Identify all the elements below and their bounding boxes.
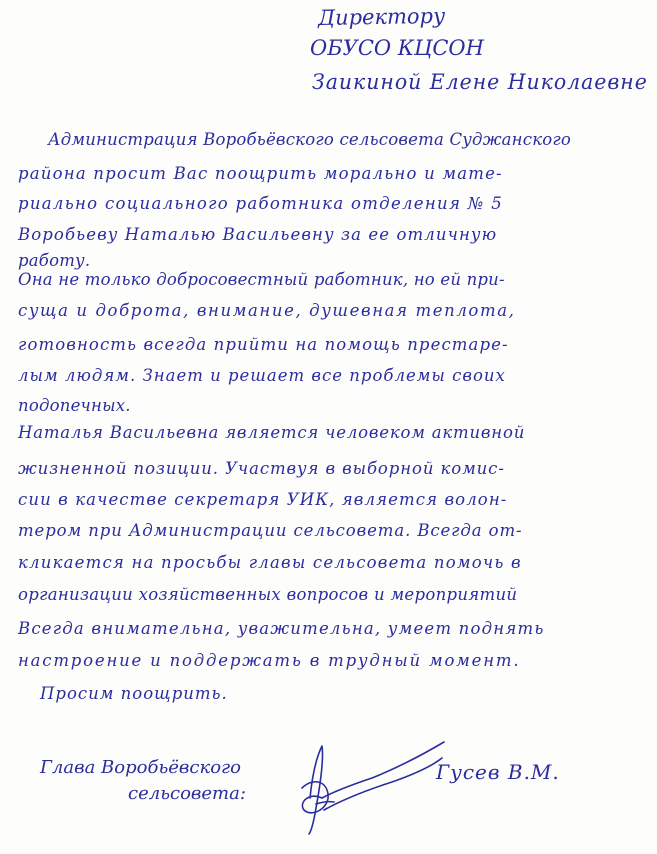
body-line-17: Всегда внимательна, уважительна, умеет поднять xyxy=(18,619,545,638)
signatory-title-line-1: Глава Воробьёвского xyxy=(40,757,241,778)
body-line-8: готовность всегда прийти на помощь престаре- xyxy=(18,335,509,354)
addressee-line-3: Заикиной Елене Николаевне xyxy=(312,70,648,94)
body-line-19: Просим поощрить. xyxy=(40,684,228,703)
body-line-11: Наталья Васильевна является человеком активной xyxy=(18,423,526,442)
body-line-5: работу. xyxy=(18,251,91,270)
body-line-16: организации хозяйственных вопросов и мероприятий xyxy=(18,585,518,604)
signatory-name: Гусев В.М. xyxy=(436,760,560,784)
body-line-10: подопечных. xyxy=(18,396,131,415)
body-line-18: настроение и поддержать в трудный момент. xyxy=(18,651,521,670)
body-line-15: кликается на просьбы главы сельсовета помочь в xyxy=(18,553,522,572)
addressee-line-1: Директору xyxy=(317,3,446,30)
body-line-3: риально социального работника отделения № 5 xyxy=(18,194,503,213)
handwritten-signature xyxy=(282,738,452,838)
body-line-4: Воробьеву Наталью Васильевну за ее отличную xyxy=(18,225,498,244)
body-line-1: Администрация Воробьёвского сельсовета Суджанского xyxy=(48,130,572,149)
body-line-2: района просит Вас поощрить морально и мате- xyxy=(18,164,503,183)
body-line-7: суща и доброта, внимание, душевная теплота, xyxy=(18,301,516,320)
signatory-title-line-2: сельсовета: xyxy=(128,783,246,804)
body-line-14: тером при Администрации сельсовета. Всегда от- xyxy=(18,521,523,540)
body-line-12: жизненной позиции. Участвуя в выборной комис- xyxy=(18,459,505,478)
body-line-9: лым людям. Знает и решает все проблемы своих xyxy=(18,366,506,385)
addressee-line-2: ОБУСО КЦСОН xyxy=(310,36,484,60)
body-line-6: Она не только добросовестный работник, но ей при- xyxy=(18,270,505,289)
body-line-13: сии в качестве секретаря УИК, является волон- xyxy=(18,490,508,509)
